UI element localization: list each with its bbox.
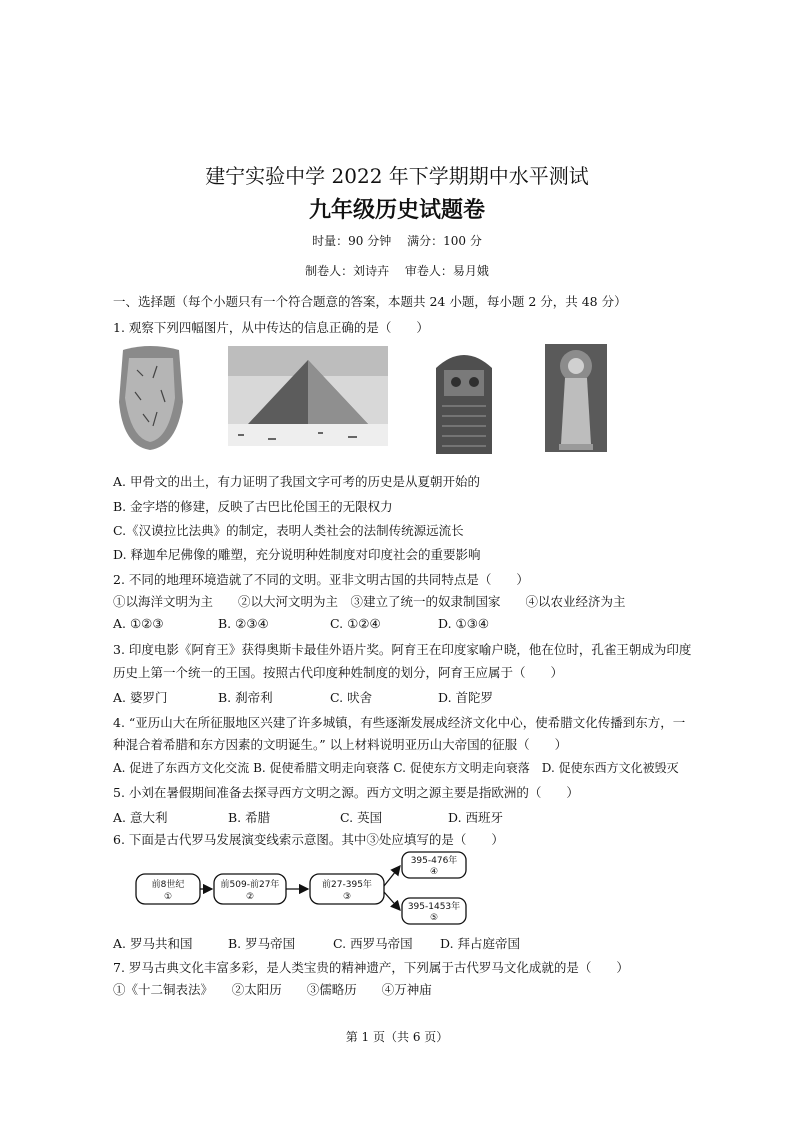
q7-stem: 7. 罗马古典文化丰富多彩，是人类宝贵的精神遗产，下列属于古代罗马文化成就的是（ ） [113, 960, 629, 975]
q5-option-d: D. 西班牙 [448, 810, 504, 825]
exam-meta-time-score [0, 232, 794, 249]
q2-option-d: D. ①③④ [438, 616, 490, 631]
q1-stem: 1. 观察下列四幅图片，从中传达的信息正确的是（ ） [113, 320, 429, 335]
q1-option-d: D. 释迦牟尼佛像的雕塑，充分说明种姓制度对印度社会的重要影响 [113, 547, 481, 562]
flow-box5-label: 395-1453年 [407, 902, 461, 912]
q6-option-c: C. 西罗马帝国 [333, 936, 413, 951]
buddha-statue-image [545, 344, 607, 452]
q3-line2: 历史上第一个统一的王国。按照古代印度种姓制度的划分，阿育王应属于（ ） [113, 665, 564, 680]
page-footer: 第 1 页（共 6 页） [345, 1030, 449, 1044]
exam-score: 满分：100 分 [407, 234, 482, 248]
q2-option-c: C. ①②④ [330, 616, 381, 631]
exam-reviewer: 审卷人：易月娥 [404, 264, 489, 278]
hammurabi-stele-image [432, 346, 496, 454]
q3-line1: 3. 印度电影《阿育王》获得奥斯卡最佳外语片奖。阿育王在印度家喻户晓，他在位时，孔雀王朝成为印度 [113, 642, 692, 657]
q5-option-a: A. 意大利 [113, 810, 168, 825]
q2-option-a: A. ①②③ [113, 616, 164, 631]
q6-option-d: D. 拜占庭帝国 [440, 936, 521, 951]
q4-options: A. 促进了东西方文化交流 B. 促使希腊文明走向衰落 C. 促使东方文明走向衰落 D. 促使东西方文化被毁灭 [113, 761, 679, 775]
flow-box1-number: ① [163, 892, 173, 902]
exam-title: 建宁实验中学 2022 年下学期期中水平测试 [205, 164, 589, 188]
section-heading: 一、选择题（每个小题只有一个符合题意的答案，本题共 24 小题，每小题 2 分，共 48 分） [113, 294, 627, 309]
exam-meta-authors [0, 262, 794, 279]
q3-option-b: B. 刹帝利 [218, 690, 273, 705]
q2-option-b: B. ②③④ [218, 616, 269, 631]
pyramid-image [228, 346, 388, 446]
q5-option-b: B. 希腊 [228, 810, 271, 825]
flow-box2-label: 前509-前27年 [220, 880, 280, 890]
rome-timeline-diagram [130, 848, 480, 930]
exam-subtitle: 九年级历史试题卷 [308, 197, 485, 223]
flow-box3-number: ③ [342, 892, 352, 902]
q4-line2: 种混合着希腊和东方因素的文明诞生。” 以上材料说明亚历山大帝国的征服（ ） [113, 737, 568, 752]
q5-option-c: C. 英国 [340, 810, 383, 825]
q2-stem: 2. 不同的地理环境造就了不同的文明。亚非文明古国的共同特点是（ ） [113, 572, 529, 587]
flow-box5-number: ⑤ [429, 913, 439, 923]
exam-author: 制卷人：刘诗卉 [305, 264, 390, 278]
q7-items: ①《十二铜表法》 ②太阳历 ③儒略历 ④万神庙 [113, 982, 432, 997]
q5-stem: 5. 小刘在暑假期间准备去探寻西方文明之源。西方文明之源主要是指欧洲的（ ） [113, 785, 579, 800]
q2-items: ①以海洋文明为主 ②以大河文明为主 ③建立了统一的奴隶制国家 ④以农业经济为主 [113, 594, 626, 609]
flow-box4-label: 395-476年 [410, 856, 458, 866]
q4-line1: 4. “亚历山大在所征服地区兴建了许多城镇，有些逐渐发展成经济文化中心，使希腊文化传播到东方，一 [113, 715, 686, 730]
oracle-bone-image [113, 342, 187, 454]
q1-option-c: C.《汉谟拉比法典》的制定，表明人类社会的法制传统源远流长 [113, 523, 464, 538]
q3-option-a: A. 婆罗门 [113, 690, 168, 705]
q3-option-d: D. 首陀罗 [438, 690, 494, 705]
flow-box1-label: 前8世纪 [151, 880, 185, 890]
q1-option-a: A. 甲骨文的出土，有力证明了我国文字可考的历史是从夏朝开始的 [113, 474, 480, 489]
q6-stem: 6. 下面是古代罗马发展演变线索示意图。其中③处应填写的是（ ） [113, 832, 504, 847]
q6-option-a: A. 罗马共和国 [113, 936, 193, 951]
flow-box4-number: ④ [429, 867, 439, 877]
flow-box3-label: 前27-395年 [322, 880, 372, 890]
q3-option-c: C. 吠舍 [330, 690, 373, 705]
exam-time: 时量：90 分钟 [312, 234, 392, 248]
flow-box2-number: ② [245, 892, 255, 902]
q6-option-b: B. 罗马帝国 [228, 936, 296, 951]
q1-option-b: B. 金字塔的修建，反映了古巴比伦国王的无限权力 [113, 499, 393, 514]
